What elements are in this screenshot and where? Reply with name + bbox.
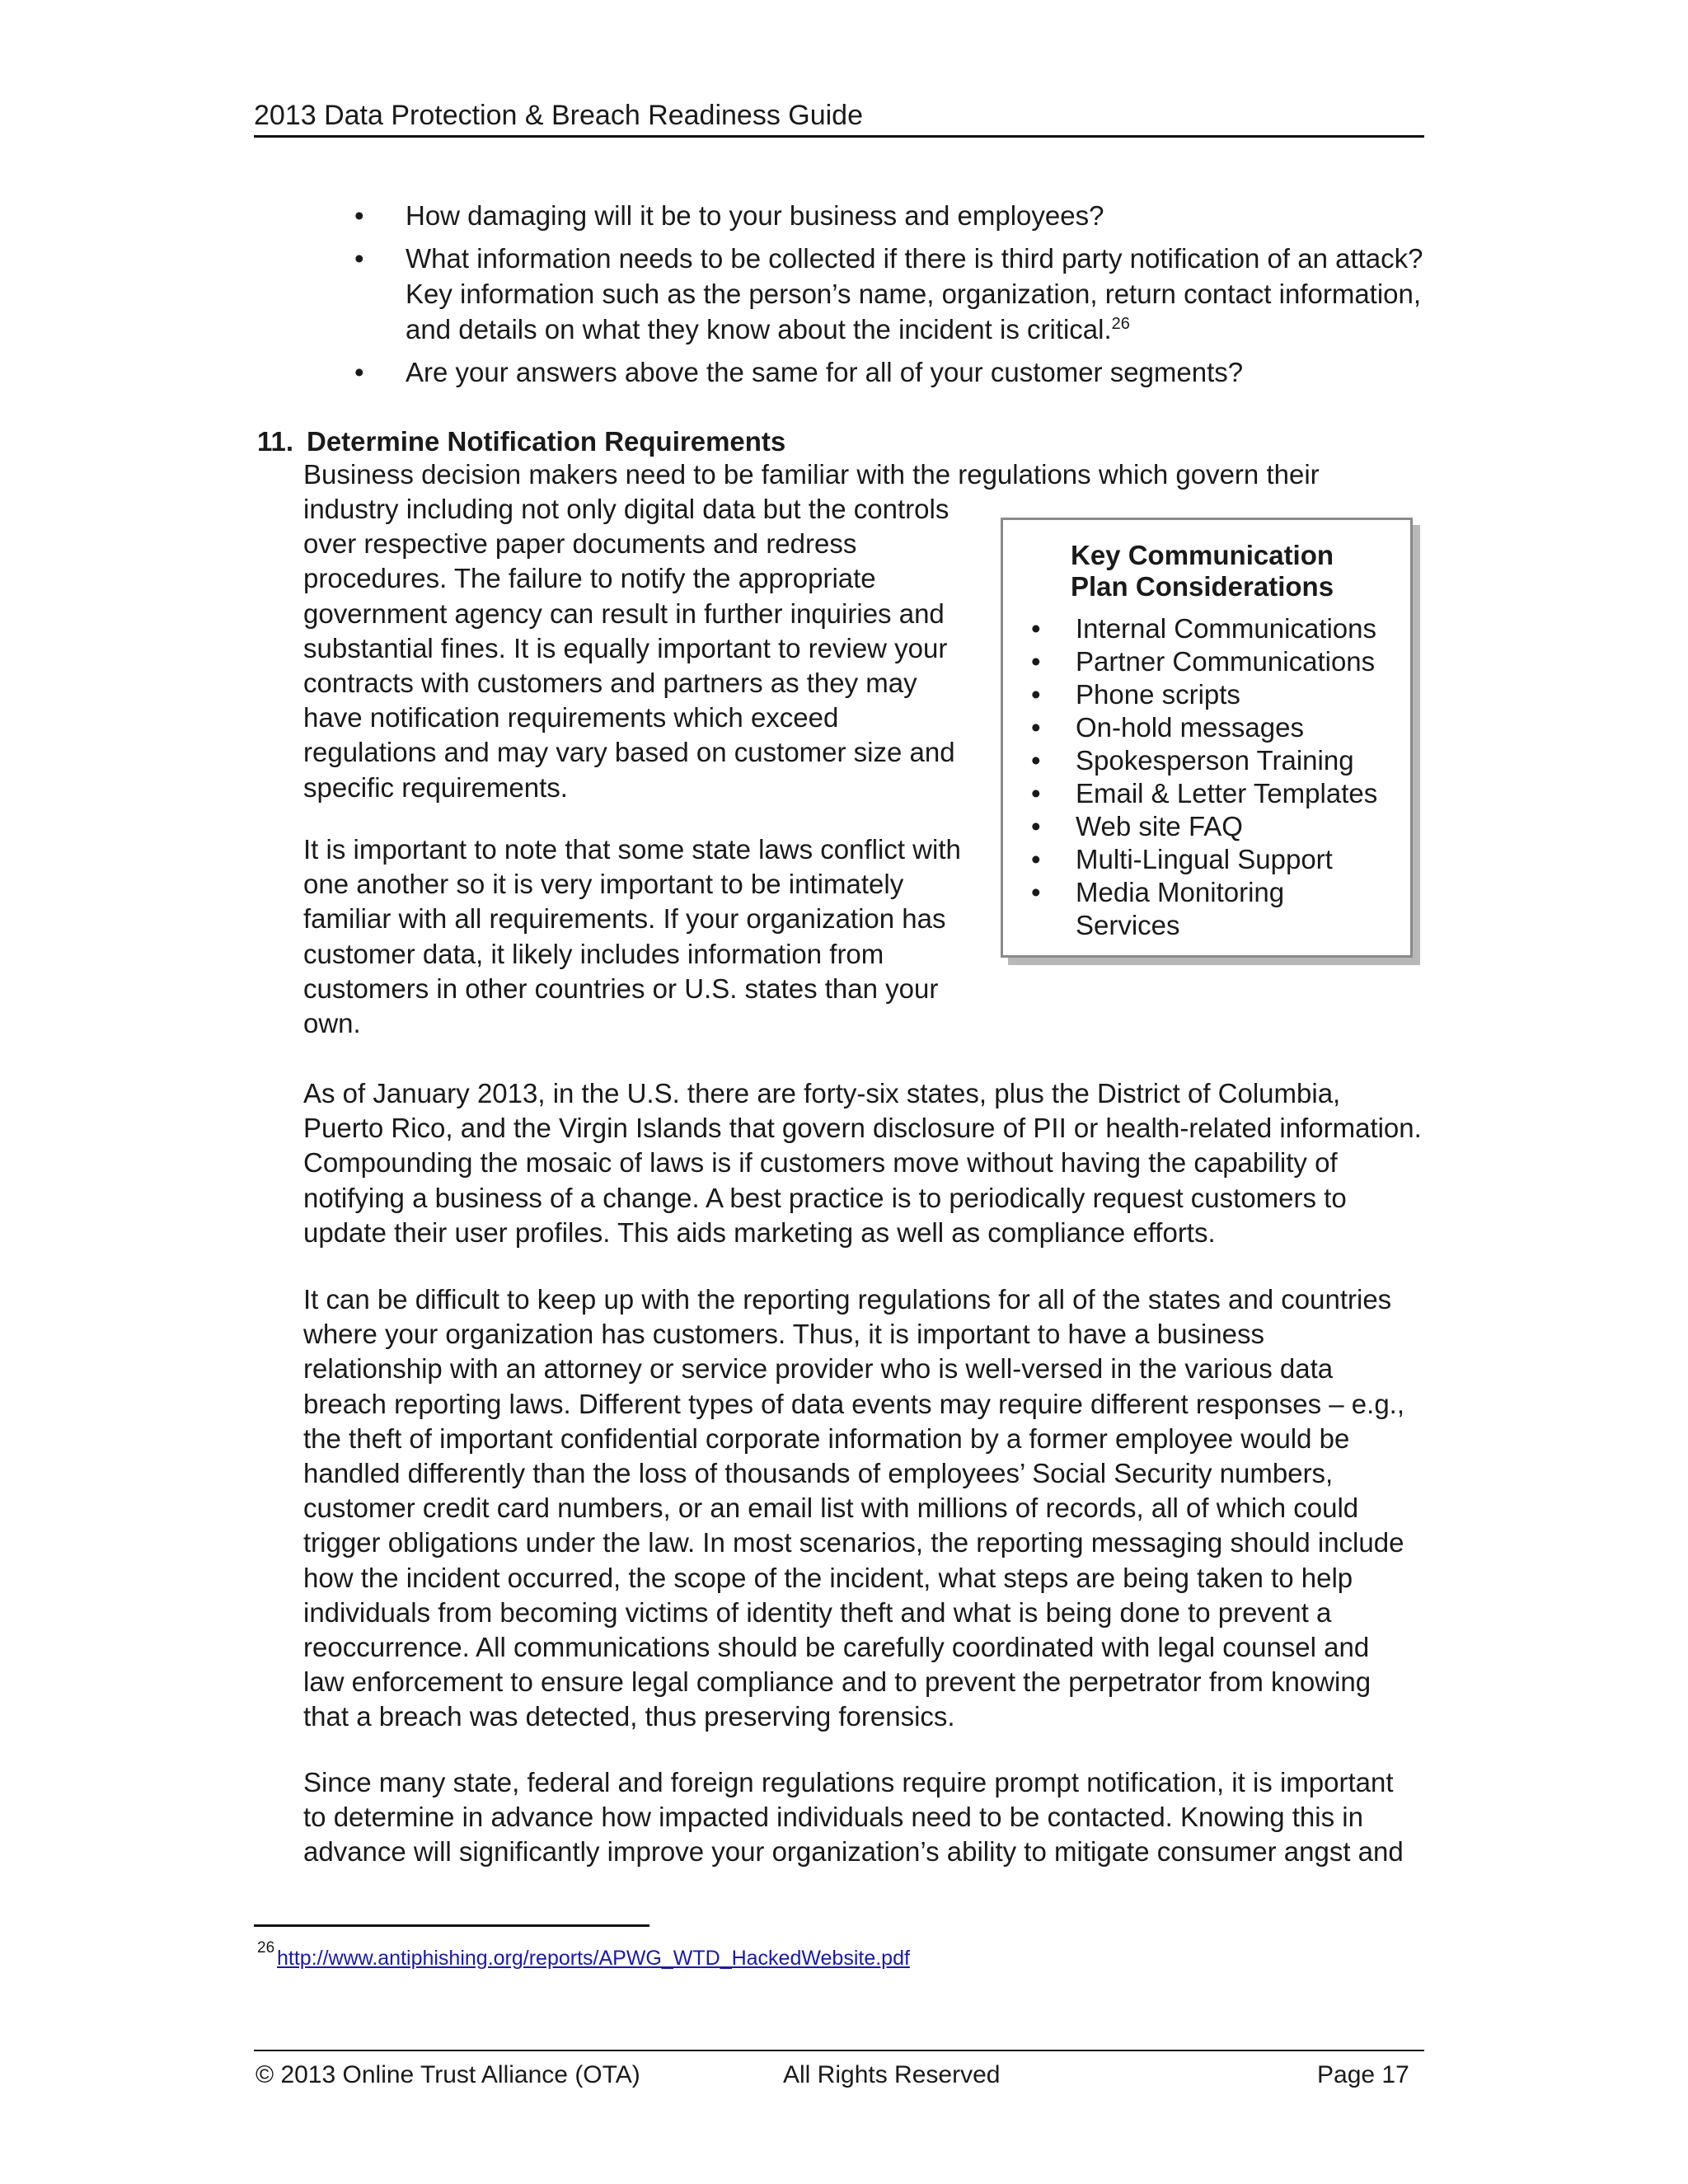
communication-plan-sidebar	[1001, 518, 1413, 958]
footnote-reference[interactable]: 26	[1111, 315, 1130, 333]
list-item: • Phone scripts	[1021, 678, 1405, 711]
footer-page-number: Page 17	[1317, 2061, 1409, 2088]
list-item: • Multi-Lingual Support	[1021, 843, 1405, 876]
section-heading: Determine Notification Requirements	[307, 426, 786, 457]
question-bullet-list	[354, 198, 1426, 397]
state-laws-paragraph: It is important to note that some state laws conflict with one another so it is very important to be intimately familiar with all requirements. If your organization has customer data, it likely includes information from customers in other countries or U.S. states than your own.	[303, 834, 961, 1039]
list-item	[354, 241, 1426, 347]
reporting-regulations-paragraph: It can be difficult to keep up with the reporting regulations for all of the states and countries where your organization has customers. Thus, it is important to have a business relationship with an attorney or service provider who is well-versed in the various data breach reporting laws. Different types of data events may require different responses – e.g., the theft of important confidential corporate information by a former employee would be handled differently than the loss of thousands of employees’ Social Security numbers, customer credit card numbers, or an email list with millions of records, all of which could trigger obligations under the law. In most scenarios, the reporting messaging should include how the incident occurred, the scope of the incident, what steps are being taken to help individuals from becoming victims of identity theft and what is being done to prevent a reoccurrence. All communications should be carefully coordinated with legal counsel and law enforcement to ensure legal compliance and to prevent the perpetrator from knowing that a breach was detected, thus preserving forensics.	[303, 1284, 1405, 1732]
bullet-text: What information needs to be collected if there is third party notification of an attack? Key information such as the person’s name, organization, return contact information, and details on what they know about the incident is critical.	[406, 243, 1423, 344]
intro-paragraph-line: Business decision makers need to be familiar with the regulations which govern their	[303, 459, 1320, 490]
prompt-notification-paragraph: Since many state, federal and foreign regulations require prompt notification, it is important to determine in advance how impacted individuals need to be contacted. Knowing this in advance will significantly improve your organization’s ability to mitigate consumer angst and	[303, 1767, 1404, 1868]
us-states-paragraph: As of January 2013, in the U.S. there are forty-six states, plus the District of Columbia, Puerto Rico, and the Virgin Islands that govern disclosure of PII or health-related information. Compounding the mosaic of laws is if customers move without having the capability of notifying a business of a change. A best practice is to periodically request customers to update their user profiles. This aids marketing as well as compliance efforts.	[303, 1078, 1422, 1248]
list-item: • Media Monitoring Services	[1021, 876, 1290, 942]
list-item: • On-hold messages	[1021, 711, 1405, 744]
intro-paragraph: industry including not only digital data but the controls over respective paper documents and redress procedures. The failure to notify the appropriate government agency can result in further inquiries and substantial fines. It is equally important to review your contracts with customers and partners as they may have notification requirements which exceed regulations and may vary based on customer size and specific requirements.	[303, 494, 955, 803]
footer-divider	[254, 2050, 1424, 2051]
running-header: 2013 Data Protection & Breach Readiness Guide	[254, 97, 1424, 138]
footnote-number: 26	[257, 1939, 275, 1957]
footnote-divider	[254, 1924, 649, 1927]
footnote-link[interactable]: http://www.antiphishing.org/reports/APWG_WTD_HackedWebsite.pdf	[277, 1947, 910, 1970]
list-item: • Internal Communications	[1021, 612, 1405, 645]
footer-rights: All Rights Reserved	[783, 2061, 1001, 2088]
list-item: • Partner Communications	[1021, 645, 1405, 678]
list-item	[354, 354, 1426, 390]
section-number: 11.	[257, 426, 294, 457]
bullet-text: How damaging will it be to your business and employees?	[406, 200, 1104, 231]
list-item: • Spokesperson Training	[1021, 744, 1405, 777]
list-item: • Email & Letter Templates	[1021, 777, 1405, 810]
sidebar-list	[1021, 612, 1405, 942]
list-item	[354, 198, 1426, 233]
sidebar-title: Key Communication Plan Considerations	[1071, 540, 1334, 602]
list-item: • Web site FAQ	[1021, 810, 1405, 843]
footer-copyright: © 2013 Online Trust Alliance (OTA)	[256, 2061, 640, 2088]
bullet-text: Are your answers above the same for all of your customer segments?	[406, 357, 1244, 387]
